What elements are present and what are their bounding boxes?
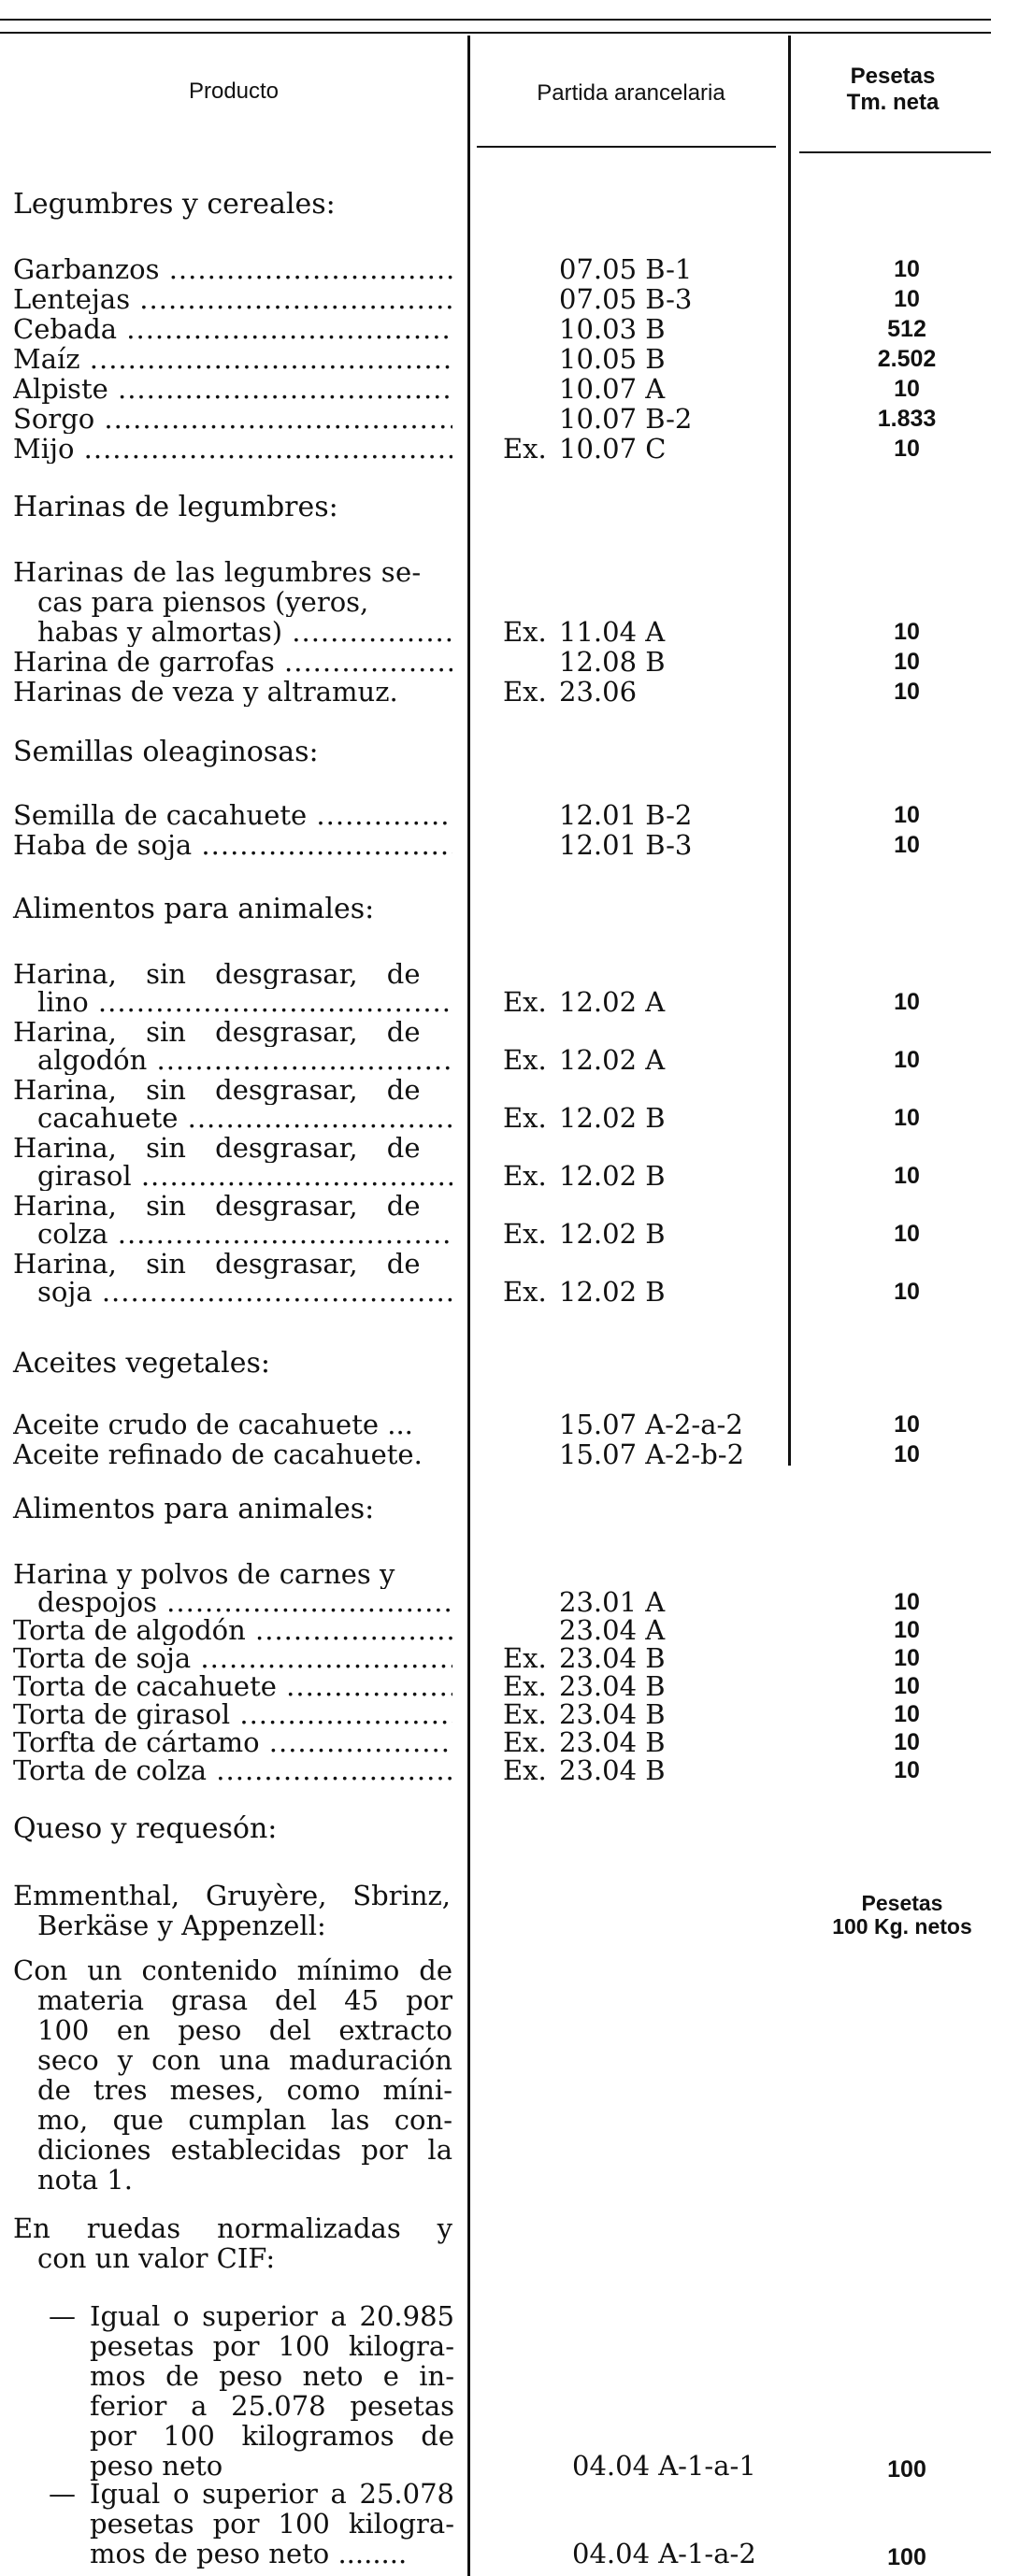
ex-prefix: Ex. xyxy=(503,616,547,648)
text-line: pesetas por 100 kilogra- xyxy=(90,2330,454,2362)
product-line: Harina, sin desgrasar, de xyxy=(13,1017,421,1047)
product-line: cas para piensos (yeros, xyxy=(37,587,369,617)
value: 10 xyxy=(894,802,920,828)
value: 10 xyxy=(894,1411,920,1438)
text-line: Berkäse y Appenzell: xyxy=(37,1910,326,1941)
cheese-paragraph-1 xyxy=(13,1955,452,2195)
table-row xyxy=(0,284,991,314)
value: 10 xyxy=(894,1673,920,1699)
cheese-paragraph-2 xyxy=(13,2213,452,2273)
text-line: Igual o superior a 25.078 xyxy=(90,2478,454,2510)
product-line: lino ..... xyxy=(37,987,452,1017)
value: 10 xyxy=(894,1163,920,1189)
table-row xyxy=(0,2451,991,2481)
text-line: diciones establecidas por la xyxy=(37,2134,452,2166)
text-line: por 100 kilogramos de xyxy=(90,2420,454,2452)
value: 10 xyxy=(894,1729,920,1755)
product-line: algodón ..... xyxy=(37,1045,452,1075)
product-name: Maíz ..... xyxy=(13,344,452,374)
product-line: girasol ..... xyxy=(37,1161,452,1191)
dash-bullet: — xyxy=(49,2478,76,2510)
text-line: 100 en peso del extracto xyxy=(37,2014,452,2046)
table-row-cont xyxy=(0,617,991,647)
product-line: Harina, sin desgrasar, de xyxy=(13,1249,421,1279)
dash-bullet: — xyxy=(49,2300,76,2332)
product-name: Torta de algodón ..... xyxy=(13,1615,452,1645)
ex-prefix: Ex. xyxy=(503,1670,547,1702)
value: 100 xyxy=(887,2544,926,2570)
ex-prefix: Ex. xyxy=(503,676,547,708)
cheese-subtitle xyxy=(13,1881,451,1940)
table-row-cont xyxy=(0,587,991,617)
text-line: mos de peso neto e in- xyxy=(90,2360,454,2392)
tariff-code: 15.07 A-2-a-2 xyxy=(559,1409,743,1440)
section-title: Queso y requesón: xyxy=(13,1812,278,1845)
product-line: colza ..... xyxy=(37,1219,452,1249)
value: 10 xyxy=(894,1757,920,1783)
table-row-cont xyxy=(0,1161,991,1191)
tariff-code: 23.04 B xyxy=(559,1670,666,1702)
tariff-code: 23.04 B xyxy=(559,1642,666,1674)
table-row-cont xyxy=(0,987,991,1017)
value: 10 xyxy=(894,1589,920,1615)
table-row xyxy=(0,557,991,587)
value: 10 xyxy=(894,1701,920,1727)
table-row xyxy=(0,1133,991,1163)
table-row xyxy=(0,647,991,677)
value: 10 xyxy=(894,1047,920,1073)
tariff-code: 10.03 B xyxy=(559,313,666,345)
tariff-code: 23.04 B xyxy=(559,1754,666,1786)
cheese-unit xyxy=(804,1892,1000,1939)
text-line: nota 1. xyxy=(37,2164,133,2196)
ex-prefix: Ex. xyxy=(503,1754,547,1786)
value: 10 xyxy=(894,1221,920,1247)
header-underline-2 xyxy=(477,146,776,148)
text-line: de tres meses, como míni- xyxy=(37,2074,452,2106)
text-line: Emmenthal, Gruyère, Sbrinz, xyxy=(13,1880,451,1911)
tariff-code: 12.08 B xyxy=(559,646,666,678)
ex-prefix: Ex. xyxy=(503,986,547,1018)
product-line: habas y almortas) ..... xyxy=(37,617,452,647)
section-title: Alimentos para animales: xyxy=(13,893,375,925)
cheese-unit-line2: 100 Kg. netos xyxy=(832,1914,972,1939)
table-row xyxy=(0,1671,991,1701)
table-row xyxy=(0,404,991,434)
product-line: Harina y polvos de carnes y xyxy=(13,1559,395,1589)
product-line: Harina, sin desgrasar, de xyxy=(13,959,421,989)
ex-prefix: Ex. xyxy=(503,1276,547,1308)
value: 10 xyxy=(894,649,920,675)
tariff-code: 10.07 A xyxy=(559,373,666,405)
tariff-code: 04.04 A-1-a-1 xyxy=(572,2450,756,2482)
product-name: Haba de soja ..... xyxy=(13,830,452,860)
product-line: Harinas de las legumbres se- xyxy=(13,557,422,587)
text-line: Con un contenido mínimo de xyxy=(13,1954,452,1986)
product-name: Lentejas ..... xyxy=(13,284,452,314)
top-rule-2 xyxy=(0,32,991,34)
product-line: cacahuete ..... xyxy=(37,1103,452,1133)
table-row xyxy=(0,1410,991,1439)
table-row-cont xyxy=(0,1277,991,1307)
header-underline-3 xyxy=(799,151,991,153)
tariff-code: 12.02 B xyxy=(559,1102,666,1134)
value: 2.502 xyxy=(877,346,937,372)
tariff-code: 10.05 B xyxy=(559,343,666,375)
text-line: peso neto xyxy=(90,2450,223,2482)
text-line: pesetas por 100 kilogra- xyxy=(90,2508,454,2540)
product-name: Sorgo ..... xyxy=(13,404,452,434)
table-row xyxy=(0,344,991,374)
value: 10 xyxy=(894,1617,920,1643)
value: 10 xyxy=(894,376,920,402)
table-row xyxy=(0,314,991,344)
table-row xyxy=(0,1439,991,1469)
header-unit xyxy=(795,64,991,116)
table-row-cont xyxy=(0,1587,991,1617)
header-unit-line1: Pesetas xyxy=(850,64,936,89)
product-name: Alpiste ..... xyxy=(13,374,452,404)
tariff-code: 12.02 B xyxy=(559,1160,666,1192)
value: 10 xyxy=(894,832,920,858)
value: 10 xyxy=(894,1441,920,1467)
ex-prefix: Ex. xyxy=(503,1160,547,1192)
tariff-code: 12.01 B-2 xyxy=(559,799,693,831)
ex-prefix: Ex. xyxy=(503,433,547,465)
table-row-cont xyxy=(0,1103,991,1133)
section-title: Aceites vegetales: xyxy=(13,1347,271,1380)
table-row xyxy=(0,1699,991,1729)
tariff-code: 23.06 xyxy=(559,676,638,708)
table-row xyxy=(0,800,991,830)
table-row xyxy=(0,677,991,707)
table-row xyxy=(0,1191,991,1221)
product-name: Aceite crudo de cacahuete ... xyxy=(13,1410,413,1439)
product-name: Semilla de cacahuete ..... xyxy=(13,800,452,830)
table-row xyxy=(0,1755,991,1785)
table-row xyxy=(0,434,991,464)
table-row xyxy=(0,1559,991,1589)
text-line: En ruedas normalizadas y xyxy=(13,2212,452,2244)
product-name: Harinas de veza y altramuz. xyxy=(13,677,398,707)
table-row-cont xyxy=(0,1219,991,1249)
section-title: Legumbres y cereales: xyxy=(13,188,336,221)
product-line: soja ..... xyxy=(37,1277,452,1307)
tariff-code: 23.04 A xyxy=(559,1614,666,1646)
cheese-unit-line1: Pesetas xyxy=(861,1891,943,1915)
tariff-code: 12.02 A xyxy=(559,986,666,1018)
header-producto: Producto xyxy=(188,79,280,104)
table-row xyxy=(0,1017,991,1047)
tariff-code: 12.01 B-3 xyxy=(559,829,693,861)
value: 10 xyxy=(894,1279,920,1305)
table-row xyxy=(0,374,991,404)
product-name: Mijo ..... xyxy=(13,434,452,464)
tariff-code: 12.02 B xyxy=(559,1276,666,1308)
table-row xyxy=(0,1249,991,1279)
tariff-code: 10.07 C xyxy=(559,433,667,465)
section-title: Alimentos para animales: xyxy=(13,1493,375,1525)
product-name: Harina de garrofas ..... xyxy=(13,647,452,677)
tariff-code: 15.07 A-2-b-2 xyxy=(559,1438,745,1470)
product-name: Torta de soja ..... xyxy=(13,1643,452,1673)
product-line: Harina, sin desgrasar, de xyxy=(13,1133,421,1163)
ex-prefix: Ex. xyxy=(503,1044,547,1076)
tariff-code: 07.05 B-3 xyxy=(559,283,693,315)
tariff-code: 11.04 A xyxy=(559,616,666,648)
top-rule xyxy=(0,19,991,21)
ex-prefix: Ex. xyxy=(503,1698,547,1730)
product-line: Harina, sin desgrasar, de xyxy=(13,1191,421,1221)
value: 512 xyxy=(887,316,926,342)
table-row xyxy=(0,830,991,860)
value: 10 xyxy=(894,286,920,312)
table-row-cont xyxy=(0,1045,991,1075)
table-row xyxy=(0,959,991,989)
value: 10 xyxy=(894,1105,920,1131)
ex-prefix: Ex. xyxy=(503,1102,547,1134)
value: 100 xyxy=(887,2456,926,2483)
product-line: Harina, sin desgrasar, de xyxy=(13,1075,421,1105)
value: 10 xyxy=(894,619,920,645)
product-name: Cebada ..... xyxy=(13,314,452,344)
tariff-code: 23.04 B xyxy=(559,1698,666,1730)
value: 10 xyxy=(894,256,920,282)
product-name: Aceite refinado de cacahuete. xyxy=(13,1439,423,1469)
product-name: Torfta de cártamo ..... xyxy=(13,1727,452,1757)
table-row xyxy=(0,1643,991,1673)
section-title: Semillas oleaginosas: xyxy=(13,736,319,768)
product-name: Torta de colza ..... xyxy=(13,1755,452,1785)
tariff-code: 12.02 A xyxy=(559,1044,666,1076)
product-name: Garbanzos ..... xyxy=(13,254,452,284)
header-partida: Partida arancelaria xyxy=(537,80,725,106)
tariff-code: 23.01 A xyxy=(559,1586,666,1618)
ex-prefix: Ex. xyxy=(503,1726,547,1758)
header-unit-line2: Tm. neta xyxy=(846,90,940,115)
value: 10 xyxy=(894,679,920,705)
tariff-code: 10.07 B-2 xyxy=(559,403,693,435)
text-line: mo, que cumplan las con- xyxy=(37,2104,452,2136)
table-row xyxy=(0,254,991,284)
ex-prefix: Ex. xyxy=(503,1218,547,1250)
text-line: con un valor CIF: xyxy=(37,2242,276,2274)
ex-prefix: Ex. xyxy=(503,1642,547,1674)
tariff-code: 23.04 B xyxy=(559,1726,666,1758)
value: 10 xyxy=(894,1645,920,1671)
tariff-code: 12.02 B xyxy=(559,1218,666,1250)
section-title: Harinas de legumbres: xyxy=(13,491,338,523)
table-row xyxy=(0,2539,991,2569)
tariff-code: 07.05 B-1 xyxy=(559,253,693,285)
text-line: ferior a 25.078 pesetas xyxy=(90,2390,454,2422)
text-line: materia grasa del 45 por xyxy=(37,1984,452,2016)
tariff-code: 04.04 A-1-a-2 xyxy=(572,2538,756,2569)
text-line: seco y con una maduración xyxy=(37,2044,452,2076)
text-line: mos de peso neto ........ xyxy=(90,2538,408,2569)
table-row xyxy=(0,1075,991,1105)
value: 1.833 xyxy=(877,406,937,432)
text-line: Igual o superior a 20.985 xyxy=(90,2300,454,2332)
value: 10 xyxy=(894,436,920,462)
product-name: Torta de girasol ..... xyxy=(13,1699,452,1729)
product-name: Torta de cacahuete ..... xyxy=(13,1671,452,1701)
value: 10 xyxy=(894,989,920,1015)
table-row xyxy=(0,1727,991,1757)
product-line: despojos ..... xyxy=(37,1587,452,1617)
table-row xyxy=(0,1615,991,1645)
